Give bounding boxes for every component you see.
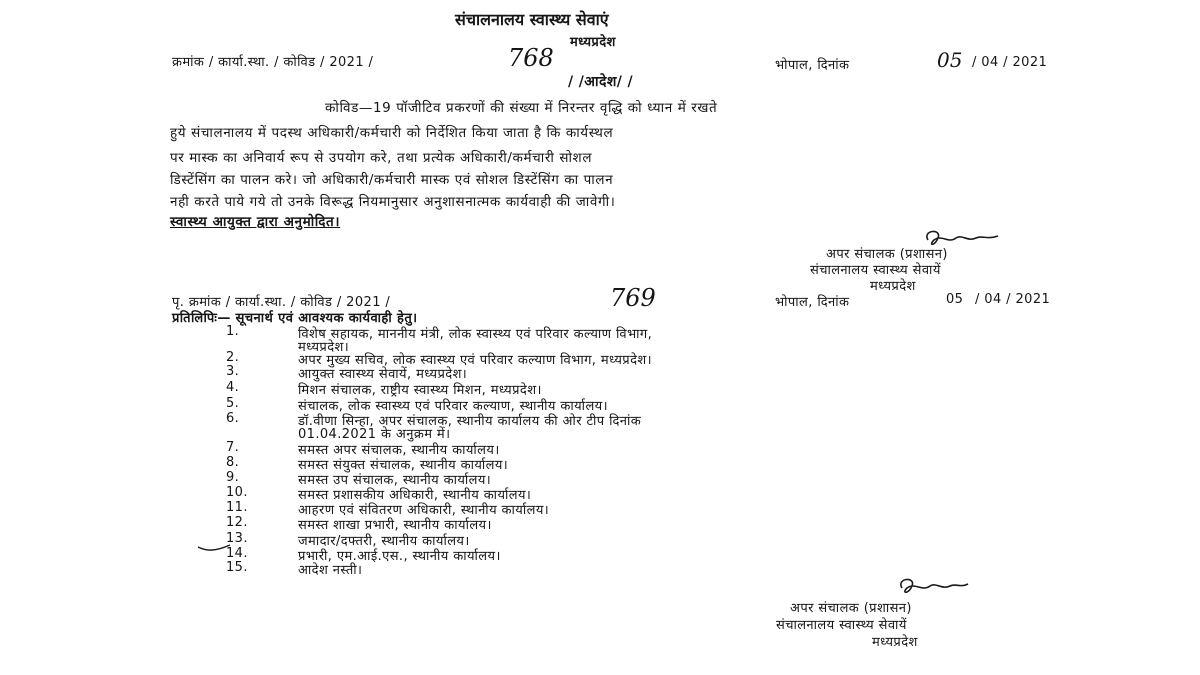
recipient-number: 5. xyxy=(226,396,240,411)
recipient-number: 1. xyxy=(226,324,240,339)
endorsement-ref-number: 769 xyxy=(610,284,656,312)
recipient-line: समस्त शाखा प्रभारी, स्थानीय कार्यालय। xyxy=(298,518,492,533)
recipient-line: समस्त अपर संचालक, स्थानीय कार्यालय। xyxy=(298,443,500,458)
endorsement-date-day: 05 xyxy=(946,292,964,307)
handwritten-tick-mark xyxy=(196,540,232,559)
order-ref-number: 768 xyxy=(508,44,554,72)
signature1-state: मध्यप्रदेश xyxy=(870,279,916,294)
recipient-line: आहरण एवं संवितरण अधिकारी, स्थानीय कार्यालय। xyxy=(298,503,550,518)
recipient-number: 8. xyxy=(226,455,240,470)
recipient-number: 4. xyxy=(226,380,240,395)
recipient-line: जमादार/दफ्तरी, स्थानीय कार्यालय। xyxy=(298,534,470,549)
recipient-number: 15. xyxy=(226,560,248,575)
signature-mark xyxy=(892,574,972,600)
signature2-designation: अपर संचालक (प्रशासन) xyxy=(790,601,912,616)
recipient-line: समस्त प्रशासकीय अधिकारी, स्थानीय कार्यालय। xyxy=(298,488,532,503)
recipient-number: 11. xyxy=(226,500,248,515)
recipient-number: 3. xyxy=(226,364,240,379)
approval-note: स्वास्थ्य आयुक्त द्वारा अनुमोदित। xyxy=(170,214,341,230)
signature2-state: मध्यप्रदेश xyxy=(872,635,918,650)
recipient-line: विशेष सहायक, माननीय मंत्री, लोक स्वास्थ्य एवं परिवार कल्याण विभाग, xyxy=(298,327,653,342)
recipient-number: 7. xyxy=(226,440,240,455)
recipient-line: अपर मुख्य सचिव, लोक स्वास्थ्य एवं परिवार कल्याण विभाग, मध्यप्रदेश। xyxy=(298,353,652,368)
recipient-number: 10. xyxy=(226,485,248,500)
recipient-number: 13. xyxy=(226,531,248,546)
signature1-office: संचालनालय स्वास्थ्य सेवायें xyxy=(810,263,941,278)
recipient-number: 12. xyxy=(226,515,248,530)
recipient-number: 14. xyxy=(226,546,248,561)
signature2-office: संचालनालय स्वास्थ्य सेवायें xyxy=(776,618,907,633)
order-line: हुये संचालनालय में पदस्थ अधिकारी/कर्मचारी को निर्देशित किया जाता है कि कार्यस्थल xyxy=(170,125,614,141)
endorsement-place-date-prefix: भोपाल, दिनांक xyxy=(775,295,850,310)
order-place-date-prefix: भोपाल, दिनांक xyxy=(775,58,850,73)
order-heading: / /आदेश/ / xyxy=(568,74,634,90)
office-state: मध्यप्रदेश xyxy=(570,35,616,50)
order-line: नही करते पाये गये तो उनके विरूद्ध नियमानुसार अनुशासनात्मक कार्यवाही की जावेगी। xyxy=(170,194,616,210)
signature1-designation: अपर संचालक (प्रशासन) xyxy=(826,247,948,262)
recipient-line: 01.04.2021 के अनुक्रम में। xyxy=(298,427,451,442)
order-line: पर मास्क का अनिवार्य रूप से उपयोग करे, तथा प्रत्येक अधिकारी/कर्मचारी सोशल xyxy=(170,150,593,166)
order-ref-prefix: क्रमांक / कार्या.स्था. / कोविड / 2021 / xyxy=(172,55,374,70)
recipient-number: 2. xyxy=(226,350,240,365)
recipient-line: संचालक, लोक स्वास्थ्य एवं परिवार कल्याण, स्थानीय कार्यालय। xyxy=(298,399,608,414)
recipient-number: 9. xyxy=(226,470,240,485)
endorsement-ref-prefix: पृ. क्रमांक / कार्या.स्था. / कोविड / 2021 / xyxy=(172,295,391,310)
recipient-line: प्रभारी, एम.आई.एस., स्थानीय कार्यालय। xyxy=(298,549,501,564)
order-date-rest: / 04 / 2021 xyxy=(972,55,1048,70)
recipient-line: आदेश नस्ती। xyxy=(298,563,363,578)
recipient-line: मध्यप्रदेश। xyxy=(298,340,350,355)
order-line: डिस्टेंसिंग का पालन करे। जो अधिकारी/कर्मचारी मास्क एवं सोशल डिस्टेंसिंग का पालन xyxy=(170,172,614,188)
office-title: संचालनालय स्वास्थ्य सेवाएं xyxy=(455,10,609,29)
recipient-line: समस्त उप संचालक, स्थानीय कार्यालय। xyxy=(298,473,492,488)
order-date-day: 05 xyxy=(937,48,963,72)
recipient-line: मिशन संचालक, राष्ट्रीय स्वास्थ्य मिशन, मध्यप्रदेश। xyxy=(298,383,542,398)
order-line: कोविड—19 पॉजीटिव प्रकरणों की संख्या में निरन्तर वृद्धि को ध्यान में रखते xyxy=(325,100,718,116)
copy-to-line: प्रतिलिपिः— सूचनार्थ एवं आवश्यक कार्यवाही हेतु। xyxy=(172,311,418,326)
recipient-number: 6. xyxy=(226,411,240,426)
recipient-line: डॉ.वीणा सिन्हा, अपर संचालक, स्थानीय कार्यालय की ओर टीप दिनांक xyxy=(298,414,642,429)
recipient-line: समस्त संयुक्त संचालक, स्थानीय कार्यालय। xyxy=(298,458,509,473)
recipient-line: आयुक्त स्वास्थ्य सेवायें, मध्यप्रदेश। xyxy=(298,367,468,382)
endorsement-date-rest: / 04 / 2021 xyxy=(975,292,1051,307)
